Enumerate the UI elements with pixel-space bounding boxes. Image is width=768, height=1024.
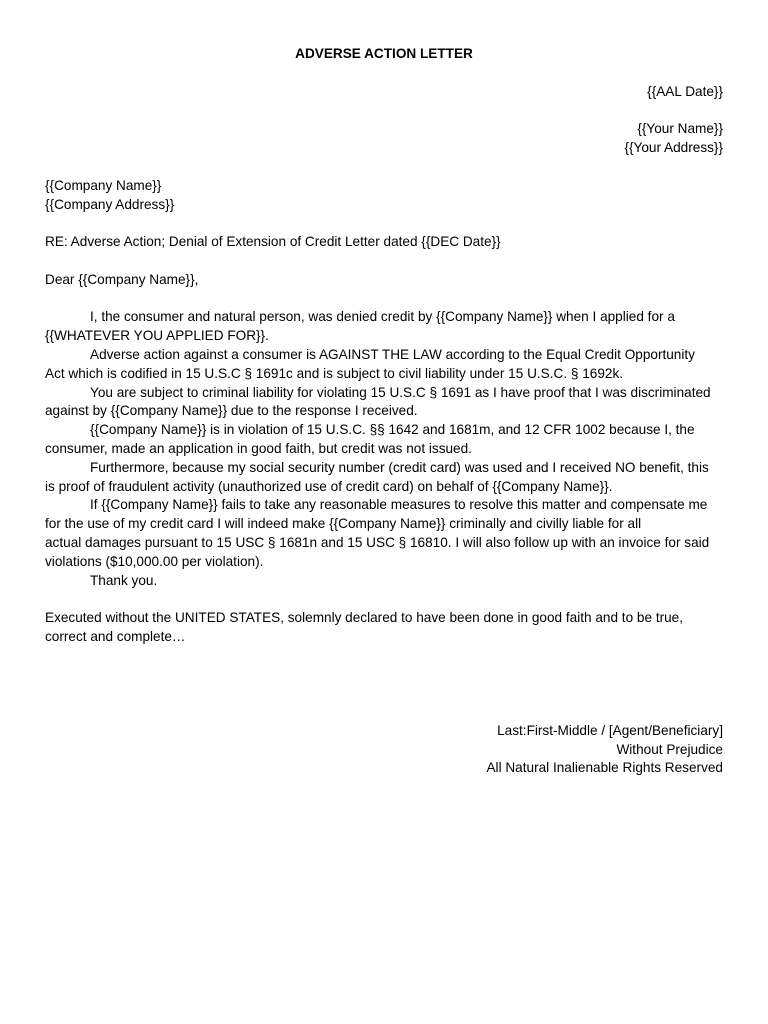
body-line: actual damages pursuant to 15 USC § 1681n and 15 USC § 16810. I will also follow up with an invoice for said [45,534,710,550]
executed-line: Executed without the UNITED STATES, solemnly declared to have been done in good faith and to be true, [45,610,684,626]
signature-line-1: Last:First-Middle / [Agent/Beneficiary] [497,722,723,738]
executed-statement [45,609,723,647]
signature-line-3: All Natural Inalienable Rights Reserved [486,760,723,776]
salutation: Dear {{Company Name}}, [45,271,199,287]
signature-line-2: Without Prejudice [616,741,723,757]
body-paragraph-5 [45,459,723,497]
body-line: Adverse action against a consumer is AGAINST THE LAW according to the Equal Credit Opportunity [90,346,695,362]
aal-date: {{AAL Date}} [647,83,723,99]
body-line: Thank you. [90,572,158,588]
re-line: RE: Adverse Action; Denial of Extension of Credit Letter dated {{DEC Date}} [45,234,501,250]
body-paragraph-7 [45,572,723,591]
body-paragraph-2 [45,346,723,384]
body-line: is proof of fraudulent activity (unauthorized use of credit card) on behalf of {{Company Name}}. [45,478,613,494]
body-paragraph-4 [45,421,723,459]
body-line: {{WHATEVER YOU APPLIED FOR}}. [45,328,269,344]
letter-title: ADVERSE ACTION LETTER [295,46,473,61]
body-line: If {{Company Name}} fails to take any reasonable measures to resolve this matter and compensate me [90,497,708,513]
body-line: You are subject to criminal liability for violating 15 U.S.C § 1691 as I have proof that I was discriminated [90,384,711,400]
body-line: Act which is codified in 15 U.S.C § 1691c and is subject to civil liability under 15 U.S.C. § 1692k. [45,365,624,381]
body-line: violations ($10,000.00 per violation). [45,553,264,569]
sender-address: {{Your Address}} [624,140,723,156]
body-line: I, the consumer and natural person, was denied credit by {{Company Name}} when I applied for a [90,309,675,325]
body-line: {{Company Name}} is in violation of 15 U.S.C. §§ 1642 and 1681m, and 12 CFR 1002 because I, the [90,422,695,438]
recipient-name: {{Company Name}} [45,177,162,193]
recipient-address: {{Company Address}} [45,196,175,212]
letter-page [45,45,723,778]
body-line: consumer, made an application in good faith, but credit was not issued. [45,440,472,456]
body-paragraph-3 [45,384,723,422]
body-paragraph-6 [45,496,723,571]
body-line: for the use of my credit card I will indeed make {{Company Name}} criminally and civilly liable for all [45,516,642,532]
body-paragraph-1 [45,308,723,346]
body-line: against by {{Company Name}} due to the response I received. [45,403,418,419]
executed-line: correct and complete… [45,628,186,644]
sender-name: {{Your Name}} [637,121,723,137]
body-line: Furthermore, because my social security number (credit card) was used and I received NO benefit, this [90,459,709,475]
